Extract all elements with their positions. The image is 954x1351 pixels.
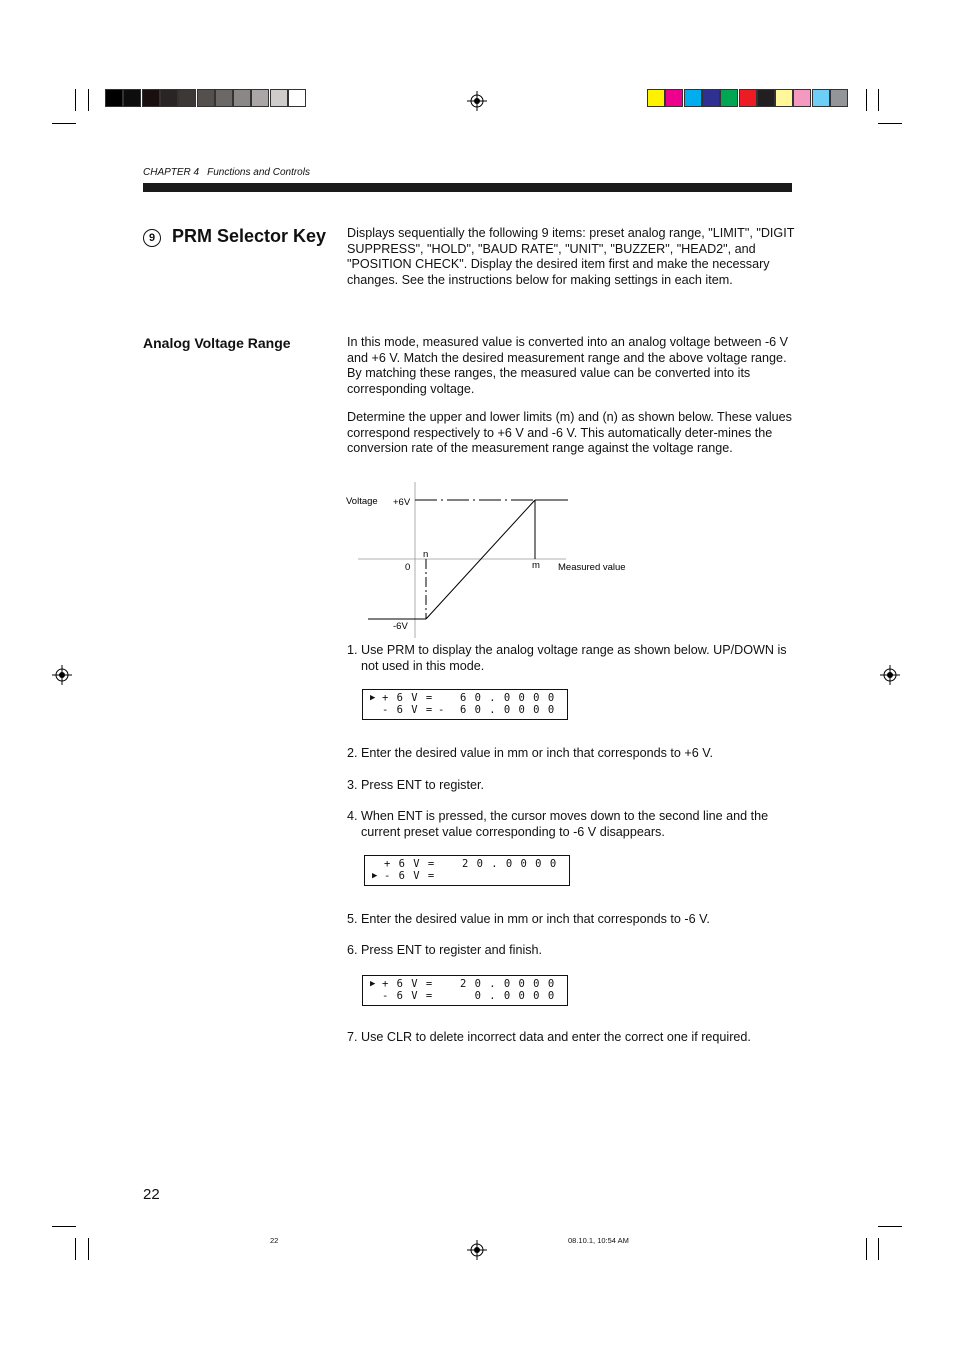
crop-mark — [88, 89, 89, 111]
crop-mark — [878, 123, 902, 124]
lcd-row — [363, 704, 567, 716]
slug-timestamp: 08.10.1, 10:54 AM — [568, 1236, 629, 1245]
running-header — [143, 167, 310, 178]
color-swatch — [160, 89, 178, 107]
crop-mark — [878, 1238, 879, 1260]
slug-page-number: 22 — [270, 1236, 279, 1245]
voltage-range-diagram — [340, 480, 650, 640]
color-swatch — [665, 89, 683, 107]
color-swatch — [720, 89, 738, 107]
color-swatch — [830, 89, 848, 107]
lcd-label: + 6 V = — [382, 978, 434, 990]
color-swatch — [123, 89, 141, 107]
m-label: m — [532, 560, 540, 571]
section-number-badge: 9 — [143, 229, 161, 247]
crop-mark — [88, 1238, 89, 1260]
cursor-arrow-icon: ▶ — [370, 979, 377, 989]
cursor-arrow-icon: ▶ — [370, 693, 377, 703]
lcd-label: - 6 V = — [384, 870, 436, 882]
page-number: 22 — [143, 1186, 160, 1203]
color-swatch — [178, 89, 196, 107]
color-swatch — [233, 89, 251, 107]
intro-paragraph: Displays sequentially the following 9 items: preset analog range, "LIMIT", "DIGIT SUPPRESS", "HOLD", "BAUD RATE", "UNIT", "BUZZER", "HEAD2", and "POSITION CHECK". Display the desired item first and make the necessary changes. See the instructions below for making settings in each item. — [347, 226, 795, 288]
chapter-label: CHAPTER 4 — [143, 167, 200, 178]
analog-paragraph-2: Determine the upper and lower limits (m) and (n) as shown below. These values correspond respectively to +6 V and -6 V. This automatically deter-mines the conversion rate of the measurement range against the voltage range. — [347, 410, 792, 456]
color-swatch — [757, 89, 775, 107]
crop-mark — [878, 89, 879, 111]
analog-paragraph-1: In this mode, measured value is converted into an analog voltage between -6 V and +6 V. Match the desired measurement range and the above voltage range. By matching these ranges, the measured value can be converted into its corresponding voltage. — [347, 335, 789, 397]
crop-mark — [866, 89, 867, 111]
color-swatch — [215, 89, 233, 107]
registration-mark-icon — [467, 1240, 487, 1260]
color-swatch — [812, 89, 830, 107]
lcd-row — [365, 870, 569, 882]
lcd-row — [363, 692, 567, 704]
voltage-axis-label: Voltage — [346, 496, 378, 507]
crop-mark — [52, 123, 76, 124]
registration-mark-icon — [52, 665, 72, 685]
chapter-title: Functions and Controls — [207, 167, 310, 178]
registration-mark-icon — [467, 91, 487, 111]
lcd-row — [365, 858, 569, 870]
cursor-arrow-icon: ▶ — [372, 871, 379, 881]
lcd-value: - 6 0 . 0 0 0 0 — [438, 704, 556, 716]
step-7: 7. Use CLR to delete incorrect data and enter the correct one if required. — [347, 1030, 751, 1044]
crop-mark — [52, 1226, 76, 1227]
lcd-value: 2 0 . 0 0 0 0 — [438, 978, 556, 990]
zero-label: 0 — [405, 562, 411, 573]
lcd-label: + 6 V = — [382, 692, 434, 704]
lcd-label: - 6 V = — [382, 990, 434, 1002]
lcd-label: - 6 V = — [382, 704, 434, 716]
step-3: 3. Press ENT to register. — [347, 778, 484, 792]
color-swatch — [684, 89, 702, 107]
step-6: 6. Press ENT to register and finish. — [347, 943, 543, 957]
measured-value-label: Measured value — [558, 562, 626, 573]
color-swatch — [270, 89, 288, 107]
lcd-display-2 — [364, 855, 570, 886]
conversion-slope — [426, 500, 535, 619]
plus6-label: +6V — [393, 497, 411, 508]
lcd-value: 0 . 0 0 0 0 — [438, 990, 556, 1002]
color-swatch — [702, 89, 720, 107]
subsection-heading: Analog Voltage Range — [143, 335, 291, 351]
crop-mark — [75, 1238, 76, 1260]
step-4: 4. When ENT is pressed, the cursor moves down to the second line and the current preset value corresponding to -6 V disappears. — [347, 809, 769, 839]
step-1: 1. Use PRM to display the analog voltage range as shown below. UP/DOWN is not used in this mode. — [347, 643, 787, 673]
section-title: PRM Selector Key — [172, 226, 327, 246]
crop-mark — [878, 1226, 902, 1227]
color-swatch — [251, 89, 269, 107]
minus6-label: -6V — [393, 621, 408, 632]
color-swatch — [647, 89, 665, 107]
lcd-display-3 — [362, 975, 568, 1006]
lcd-value: 6 0 . 0 0 0 0 — [438, 692, 556, 704]
registration-mark-icon — [880, 665, 900, 685]
color-swatch — [105, 89, 123, 107]
lcd-display-1 — [362, 689, 568, 720]
header-rule — [143, 183, 792, 192]
crop-mark — [75, 89, 76, 111]
lcd-row — [363, 978, 567, 990]
color-swatch — [793, 89, 811, 107]
color-swatch — [739, 89, 757, 107]
step-2: 2. Enter the desired value in mm or inch that corresponds to +6 V. — [347, 746, 714, 760]
crop-mark — [866, 1238, 867, 1260]
step-5: 5. Enter the desired value in mm or inch that corresponds to -6 V. — [347, 912, 710, 926]
color-swatch — [142, 89, 160, 107]
lcd-value: 2 0 . 0 0 0 0 — [440, 858, 558, 870]
color-swatch — [775, 89, 793, 107]
lcd-row — [363, 990, 567, 1002]
n-label: n — [423, 549, 429, 560]
color-swatch — [197, 89, 215, 107]
color-swatch — [288, 89, 306, 107]
lcd-label: + 6 V = — [384, 858, 436, 870]
